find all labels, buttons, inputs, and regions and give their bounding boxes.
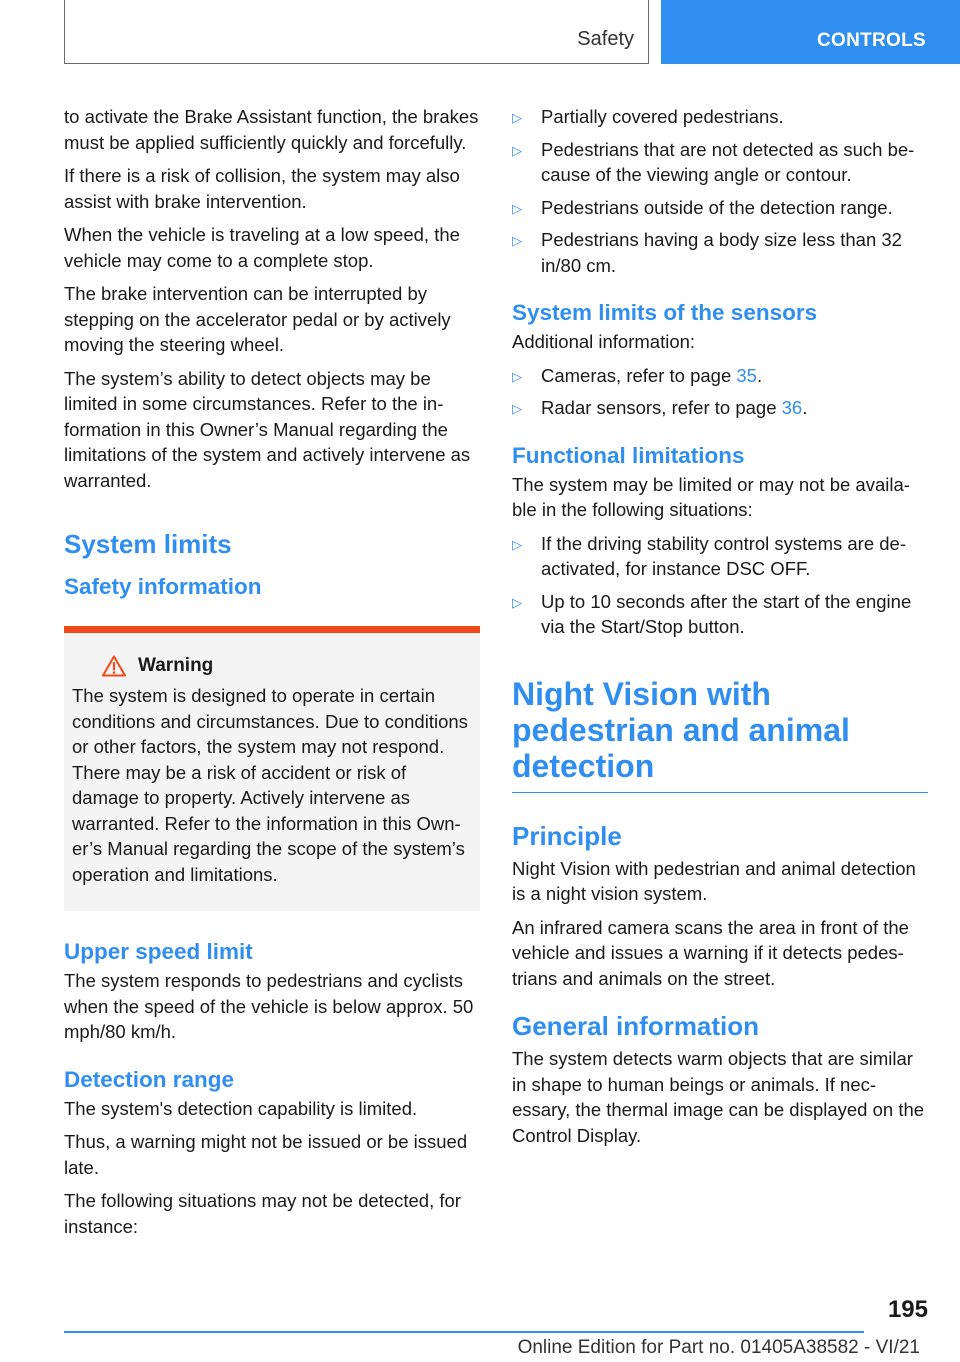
heading-night-vision: Night Vision with pedestrian and animal detection (512, 676, 928, 793)
heading-principle: Principle (512, 820, 622, 851)
heading-detection-range: Detection range (64, 1066, 235, 1092)
header-section-box (64, 0, 649, 64)
page-number: 195 (887, 1296, 928, 1323)
paragraph: Thus, a warning might not be issued or be issued late. (64, 1131, 468, 1178)
paragraph: The following situations may not be detected, for instance: (64, 1190, 461, 1237)
triangle-bullet-icon: ▷ (512, 594, 522, 610)
paragraph: The system’s ability to detect objects may be limited in some circumstances. Refer to the information in this Owner’s Manual regarding the limitations of the system and actively intervene as warranted. (64, 367, 471, 491)
paragraph: If there is a risk of collision, the system may also assist with brake intervention. (64, 165, 460, 212)
triangle-bullet-icon: ▷ (512, 142, 522, 158)
heading-general-information: General information (512, 1011, 760, 1041)
list-item: ▷ If the driving stability control systems are deactivated, for instance DSC OFF. (512, 532, 907, 579)
paragraph: The brake intervention can be interrupted by stepping on the accelerator pedal or by actively moving the steering wheel. (64, 283, 451, 355)
paragraph: The system detects warm objects that are similar in shape to human beings or animals. If necessary, the thermal image can be displayed on the Control Display. (512, 1048, 925, 1146)
footer-edition: Online Edition for Part no. 01405A38582 - VI/21 (517, 1337, 920, 1358)
heading-sensor-limits: System limits of the sensors (512, 300, 818, 325)
section-title: Safety (577, 28, 634, 50)
warning-triangle-icon (102, 655, 126, 677)
heading-upper-speed-limit: Upper speed limit (64, 939, 253, 964)
list-item: ▷ Radar sensors, refer to page 36. (512, 395, 928, 421)
paragraph: Night Vision with pedestrian and animal detection is a night vision system. (512, 857, 916, 904)
list-item: ▷ Pedestrians having a body size less than 32 in/80 cm. (512, 229, 902, 276)
left-column (64, 104, 480, 1247)
page-link-cameras[interactable]: 35 (736, 364, 757, 386)
header-chapter-box (661, 0, 960, 64)
right-column (512, 104, 928, 1156)
warning-title: Warning (138, 655, 214, 676)
paragraph: to activate the Brake Assistant function, the brakes must be applied sufficiently quickly and forcefully. (64, 106, 479, 153)
bullet-list (512, 363, 928, 421)
heading-functional-limitations: Functional limitations (512, 442, 745, 468)
paragraph: The system may be limited or may not be available in the following situations: (512, 473, 910, 520)
paragraph: The system responds to pedestrians and cyclists when the speed of the vehicle is below approx. 50 mph/80 km/h. (64, 970, 474, 1042)
warning-header (102, 655, 472, 677)
footer-divider (64, 1331, 864, 1333)
paragraph: An infrared camera scans the area in front of the vehicle and issues a warning if it detects pedestrians and animals on the street. (512, 916, 909, 989)
list-item: ▷ Partially covered pedestrians. (512, 104, 928, 130)
heading-system-limits: System limits (64, 529, 232, 559)
warning-box (64, 626, 480, 911)
heading-safety-information: Safety information (64, 574, 262, 599)
bullet-list (512, 104, 928, 278)
triangle-bullet-icon: ▷ (512, 110, 522, 125)
list-item: ▷ Pedestrians that are not detected as such because of the viewing angle or contour. (512, 138, 915, 185)
paragraph: The system's detection capability is limited. (64, 1097, 418, 1119)
list-item: ▷ Pedestrians outside of the detection range. (512, 195, 928, 221)
page-link-radar[interactable]: 36 (781, 397, 803, 418)
paragraph: When the vehicle is traveling at a low speed, the vehicle may come to a complete stop. (64, 224, 460, 271)
paragraph: Additional information: (512, 331, 696, 352)
triangle-bullet-icon: ▷ (512, 233, 522, 248)
list-item: ▷ Up to 10 seconds after the start of the engine via the Start/Stop button. (512, 590, 912, 637)
triangle-bullet-icon: ▷ (512, 401, 522, 416)
chapter-title: CONTROLS (816, 30, 926, 51)
list-item: ▷ Cameras, refer to page 35. (512, 363, 928, 389)
triangle-bullet-icon: ▷ (512, 368, 522, 384)
warning-text: The system is designed to operate in certain conditions and circumstances. Due to conditions or other factors, the system may not respond. There may be a risk of accident or risk of damage to property. Actively intervene as warranted. Refer to the information in this Owner’s Manual regarding the scope of the system’s operation and limitations. (72, 685, 468, 885)
bullet-list (512, 531, 928, 640)
triangle-bullet-icon: ▷ (512, 200, 522, 216)
triangle-bullet-icon: ▷ (512, 536, 522, 552)
